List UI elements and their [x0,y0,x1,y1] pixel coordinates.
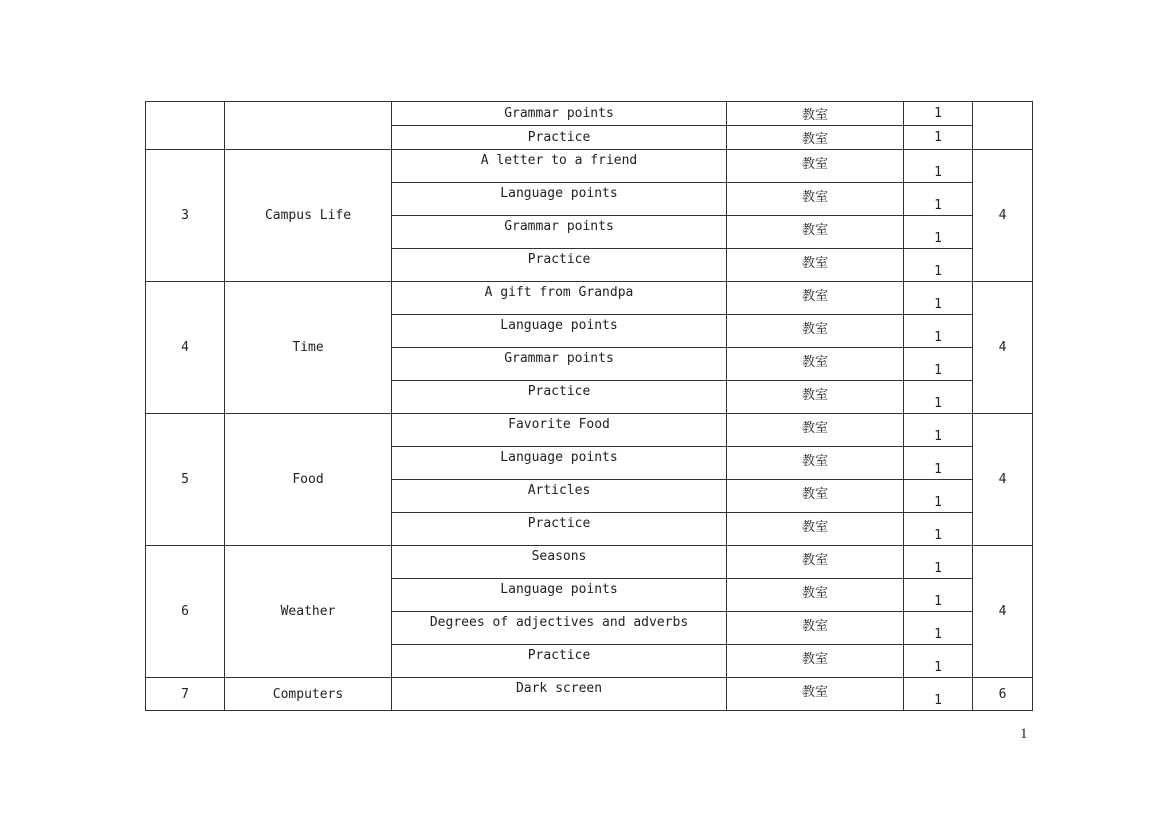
lesson-topic-cell: Dark screen [392,678,727,711]
location-cell: 教室 [727,126,904,150]
unit-total-hours-cell: 4 [973,150,1033,282]
unit-title-cell: Weather [225,546,392,678]
lesson-hours-cell: 1 [904,249,973,282]
page-number: 1 [1020,726,1028,742]
unit-number-cell: 5 [146,414,225,546]
table-row [146,282,1033,315]
location-cell: 教室 [727,678,904,711]
lesson-topic-cell: Favorite Food [392,414,727,447]
unit-number-cell: 6 [146,546,225,678]
unit-number-cell [146,102,225,150]
unit-title-cell: Food [225,414,392,546]
location-cell: 教室 [727,348,904,381]
lesson-hours-cell: 1 [904,183,973,216]
lesson-hours-cell: 1 [904,447,973,480]
lesson-topic-cell: Seasons [392,546,727,579]
location-cell: 教室 [727,546,904,579]
lesson-topic-cell: Degrees of adjectives and adverbs [392,612,727,645]
lesson-topic-cell: Practice [392,645,727,678]
lesson-hours-cell: 1 [904,579,973,612]
lesson-topic-cell: Practice [392,249,727,282]
lesson-hours-cell: 1 [904,315,973,348]
lesson-hours-cell: 1 [904,150,973,183]
location-cell: 教室 [727,150,904,183]
location-cell: 教室 [727,414,904,447]
table-row [146,150,1033,183]
lesson-hours-cell: 1 [904,282,973,315]
lesson-hours-cell: 1 [904,414,973,447]
location-cell: 教室 [727,315,904,348]
location-cell: 教室 [727,381,904,414]
table-row [146,546,1033,579]
unit-title-cell: Time [225,282,392,414]
lesson-hours-cell: 1 [904,102,973,126]
lesson-topic-cell: Grammar points [392,348,727,381]
location-cell: 教室 [727,447,904,480]
unit-total-hours-cell: 6 [973,678,1033,711]
lesson-hours-cell: 1 [904,645,973,678]
lesson-hours-cell: 1 [904,612,973,645]
lesson-hours-cell: 1 [904,126,973,150]
lesson-topic-cell: Practice [392,126,727,150]
lesson-hours-cell: 1 [904,216,973,249]
unit-total-hours-cell: 4 [973,546,1033,678]
lesson-topic-cell: Language points [392,579,727,612]
location-cell: 教室 [727,513,904,546]
unit-title-cell: Campus Life [225,150,392,282]
location-cell: 教室 [727,102,904,126]
lesson-hours-cell: 1 [904,381,973,414]
table-row [146,678,1033,711]
lesson-hours-cell: 1 [904,513,973,546]
lesson-topic-cell: Language points [392,447,727,480]
unit-number-cell: 4 [146,282,225,414]
lesson-topic-cell: Language points [392,183,727,216]
unit-total-hours-cell [973,102,1033,150]
lesson-topic-cell: Language points [392,315,727,348]
lesson-topic-cell: Articles [392,480,727,513]
lesson-topic-cell: Grammar points [392,102,727,126]
lesson-hours-cell: 1 [904,678,973,711]
lesson-topic-cell: Practice [392,513,727,546]
unit-number-cell: 3 [146,150,225,282]
lesson-hours-cell: 1 [904,480,973,513]
lesson-topic-cell: A letter to a friend [392,150,727,183]
location-cell: 教室 [727,249,904,282]
unit-total-hours-cell: 4 [973,414,1033,546]
lesson-plan-table [145,101,1033,711]
lesson-topic-cell: Practice [392,381,727,414]
unit-title-cell [225,102,392,150]
location-cell: 教室 [727,645,904,678]
lesson-topic-cell: Grammar points [392,216,727,249]
unit-title-cell: Computers [225,678,392,711]
lesson-hours-cell: 1 [904,348,973,381]
location-cell: 教室 [727,579,904,612]
location-cell: 教室 [727,282,904,315]
lesson-topic-cell: A gift from Grandpa [392,282,727,315]
location-cell: 教室 [727,480,904,513]
unit-total-hours-cell: 4 [973,282,1033,414]
location-cell: 教室 [727,216,904,249]
table-row [146,414,1033,447]
table-row [146,102,1033,126]
unit-number-cell: 7 [146,678,225,711]
lesson-hours-cell: 1 [904,546,973,579]
location-cell: 教室 [727,183,904,216]
location-cell: 教室 [727,612,904,645]
